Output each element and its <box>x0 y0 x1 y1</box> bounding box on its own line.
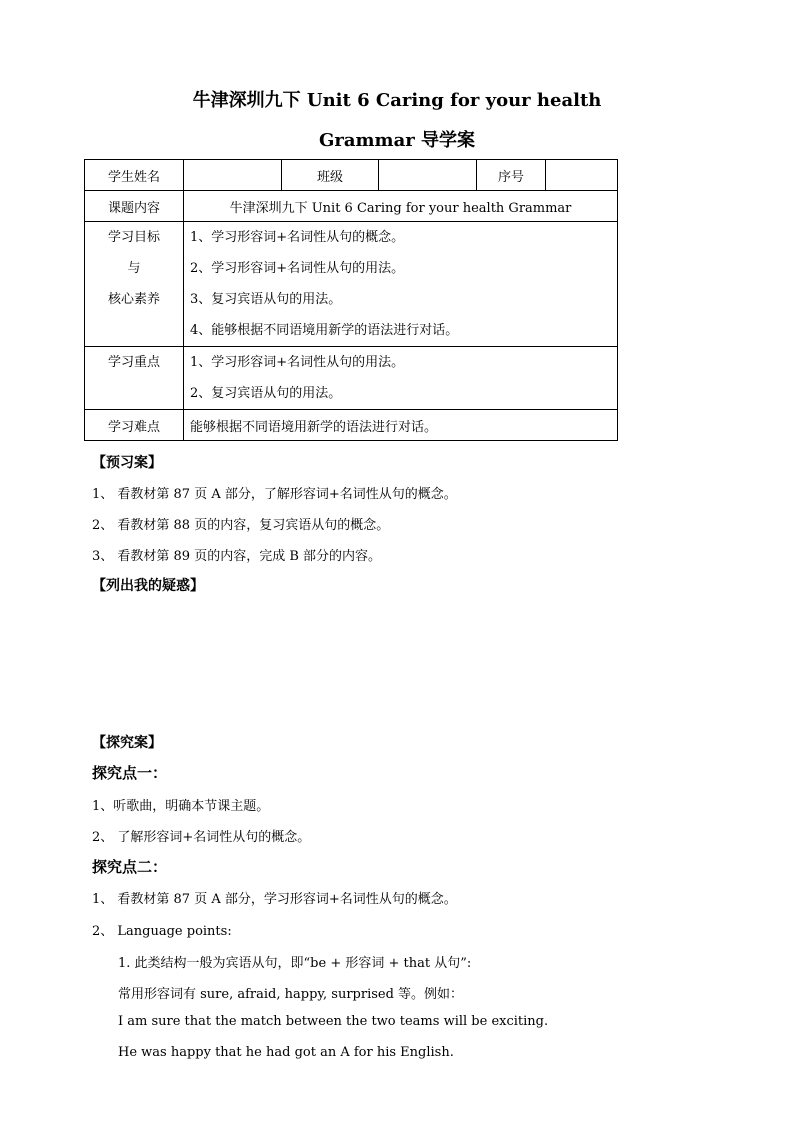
doc-title-line2: Grammar 导学案 <box>318 130 476 151</box>
student-name-label: 学生姓名 <box>85 160 184 191</box>
doc-title-line1: 牛津深圳九下 Unit 6 Caring for your health <box>192 90 602 111</box>
goal-item: 2、学习形容词+名词性从句的用法。 <box>190 261 405 276</box>
language-point-line: 常用形容词有 sure, afraid, happy, surprised 等。例如： <box>118 987 464 1002</box>
class-label: 班级 <box>282 160 379 191</box>
goals-label-line: 核心素养 <box>107 292 160 307</box>
topic-label: 课题内容 <box>85 191 184 222</box>
preview-heading: 【预习案】 <box>92 455 162 471</box>
explore-point1-item: 2、 了解形容词+名词性从句的概念。 <box>92 830 311 845</box>
explore-heading: 【探究案】 <box>92 735 162 751</box>
goals-label-line: 学习目标 <box>107 230 160 245</box>
explore-point1-title: 探究点一： <box>92 764 168 782</box>
key-point-item: 1、学习形容词+名词性从句的用法。 <box>190 355 405 370</box>
preview-item: 3、 看教材第 89 页的内容，完成 B 部分的内容。 <box>92 549 382 564</box>
explore-point2-title: 探究点二： <box>92 858 168 876</box>
key-label-text: 学习重点 <box>107 355 160 370</box>
language-point-line: He was happy that he had got an A for his English. <box>118 1045 454 1060</box>
seat-field[interactable] <box>546 160 618 191</box>
goal-item: 4、能够根据不同语境用新学的语法进行对话。 <box>190 323 459 338</box>
key-points-list <box>184 347 618 410</box>
goal-item: 1、学习形容词+名词性从句的概念。 <box>190 230 405 245</box>
preview-item: 1、 看教材第 87 页 A 部分，了解形容词+名词性从句的概念。 <box>92 487 457 502</box>
key-label <box>85 347 184 410</box>
language-point-line: 1. 此类结构一般为宾语从句，即“be + 形容词 + that 从句”: <box>118 956 472 971</box>
goal-item: 3、复习宾语从句的用法。 <box>190 292 342 307</box>
difficulty-value: 能够根据不同语境用新学的语法进行对话。 <box>184 410 618 441</box>
class-field[interactable] <box>379 160 477 191</box>
doubts-heading: 【列出我的疑惑】 <box>92 578 204 594</box>
seat-label: 序号 <box>477 160 546 191</box>
student-name-field[interactable] <box>184 160 282 191</box>
info-table <box>84 159 618 441</box>
explore-point2-item: 2、 Language points: <box>92 924 232 939</box>
topic-value: 牛津深圳九下 Unit 6 Caring for your health Grammar <box>184 191 618 222</box>
explore-point2-item: 1、 看教材第 87 页 A 部分，学习形容词+名词性从句的概念。 <box>92 892 457 907</box>
explore-point1-item: 1、听歌曲，明确本节课主题。 <box>92 799 270 814</box>
goals-list <box>184 222 618 347</box>
goals-label <box>85 222 184 347</box>
goals-label-line: 与 <box>127 261 141 276</box>
preview-item: 2、 看教材第 88 页的内容，复习宾语从句的概念。 <box>92 518 390 533</box>
key-point-item: 2、复习宾语从句的用法。 <box>190 386 342 401</box>
difficulty-label: 学习难点 <box>85 410 184 441</box>
language-point-line: I am sure that the match between the two teams will be exciting. <box>118 1014 549 1029</box>
